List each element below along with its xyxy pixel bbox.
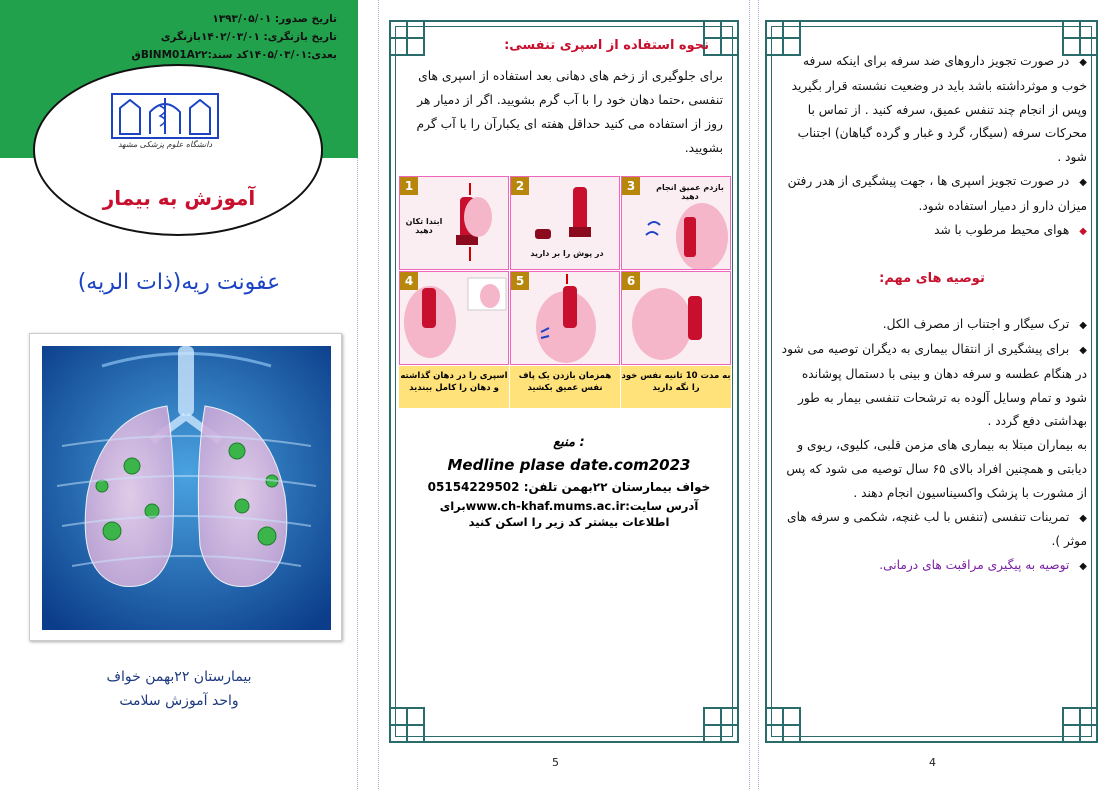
step-number: 4: [400, 272, 418, 290]
disease-title: عفونت ریه(ذات الریه): [77, 270, 281, 295]
step-number: 3: [622, 177, 640, 195]
list-item: ◆ برای پیشگیری از انتقال بیماری به دیگران توصیه می شود در هنگام عطسه و سرفه دهان و بینی با دستمال پوشانده شود و تمام وسایل آلوده به ترشحات تنفسی بیمار به طور بهداشتی دفع گردد .: [777, 338, 1087, 434]
website-line[interactable]: آدرس سایت:www.ch-khaf.mums.ac.irبرای: [439, 499, 699, 513]
recommendations-panel: [758, 0, 1118, 789]
contact-line: خواف بیمارستان ۲۲بهمن تلفن: 05154229502: [427, 480, 711, 494]
university-logo-icon: [110, 88, 220, 140]
logo-caption: دانشگاه علوم پزشکی مشهد: [117, 140, 213, 149]
step-caption: همزمان بازدن یک پاف نفس عمیق بکشید: [510, 366, 620, 408]
recommendations-title: توصیه های مهم:: [879, 271, 985, 287]
step-4: [399, 271, 509, 365]
frame-corner-icon: [703, 707, 739, 743]
step-caption: اسپری را در دهان گذاشته و دهان را کامل ببندید: [399, 366, 509, 408]
step-6: [621, 271, 731, 365]
step-number: 5: [511, 272, 529, 290]
step-1: [399, 176, 509, 270]
list-item: ◆ ترک سیگار و اجتناب از مصرف الکل.: [777, 313, 1087, 338]
infected-lungs-image: [42, 346, 331, 630]
inhaler-steps-grid: [399, 176, 731, 406]
inhaler-paragraph: برای جلوگیری از زخم های دهانی بعد استفاده از اسپری های تنفسی ،حتما دهان خود را با آب گرم بشویید. اگر از دمیار هر روز از استفاده می کنید حداقل هفته ای یکبارآن را با آب گرم بشویید.: [416, 69, 723, 155]
next-revision-code: بعدی:۱۴۰۵/۰۳/۰۱کد سند:BINM01A۲۲ق: [131, 49, 337, 61]
source-label: منبع :: [553, 435, 585, 450]
more-info-line: اطلاعات بیشتر کد زیر را اسکن کنید: [468, 515, 670, 529]
revision-date: تاریخ بازنگری: ۱۴۰۲/۰۳/۰۱بازنگری: [160, 31, 337, 43]
step-5: [510, 271, 620, 365]
inhaler-panel: [378, 0, 750, 789]
inhaler-section-title: نحوه استفاده از اسپری تنفسی:: [504, 38, 709, 53]
step-2: [510, 176, 620, 270]
step-3: [621, 176, 731, 270]
frame-corner-icon: [765, 707, 801, 743]
step-caption: ابتدا تکان دهید: [405, 217, 443, 235]
source-value: Medline plase date.com2023: [447, 456, 691, 474]
hospital-info: [0, 665, 358, 713]
list-item: به بیماران مبتلا به بیماری های مزمن قلبی، کلیوی، ریوی و دیابتی و همچنین افراد بالای ۶۵ سال توصیه می شود که پس از مشورت با پزشک واکسیناسیون انجام دهند .: [786, 438, 1087, 500]
health-education-unit: واحد آموزش سلامت: [119, 693, 239, 709]
cover-panel: [0, 0, 358, 789]
step-number: 6: [622, 272, 640, 290]
issue-date: تاریخ صدور: ۱۳۹۳/۰۵/۰۱: [212, 13, 337, 25]
step-caption: به مدت 10 ثانیه نفس خود را نگه دارید: [621, 366, 731, 408]
page-number: 4: [929, 756, 936, 769]
patient-education-title: آموزش به بیمار: [102, 186, 256, 210]
document-meta: [131, 10, 337, 64]
hospital-name: بیمارستان ۲۲بهمن خواف: [106, 669, 252, 685]
list-item: ◆ هوای محیط مرطوب با شد: [777, 219, 1087, 244]
step-number: 2: [511, 177, 529, 195]
list-item: ◆ در صورت تجویز داروهای ضد سرفه برای اینکه سرفه خوب و موثرداشته باشد باید در وضعیت نشسته قرار بگیرید وپس از انجام چند تنفس عمیق، سرفه کنید . از تماس با محرکات سرفه (سیگار، گرد و غبار و گرده گیاهان) اجتناب شود .: [777, 50, 1087, 170]
advice-list: [777, 50, 1087, 579]
step-caption: بازدم عمیق انجام دهید: [656, 183, 724, 201]
frame-corner-icon: [1062, 707, 1098, 743]
list-item: ◆ توصیه به پیگیری مراقبت های درمانی.: [777, 554, 1087, 579]
step-caption: در پوش را بر دارید: [530, 249, 604, 258]
frame-corner-icon: [389, 707, 425, 743]
step-number: 1: [400, 177, 418, 195]
source-block: [399, 432, 739, 530]
page-number: 5: [552, 756, 559, 769]
lungs-illustration: [29, 333, 342, 641]
list-item: ◆ در صورت تجویز اسپری ها ، جهت پیشگیری از هدر رفتن میزان دارو از دمیار استفاده شود.: [777, 170, 1087, 219]
list-item: ◆ تمرینات تنفسی (تنفس با لب غنچه، شکمی و سرفه های موثر ).: [777, 506, 1087, 555]
